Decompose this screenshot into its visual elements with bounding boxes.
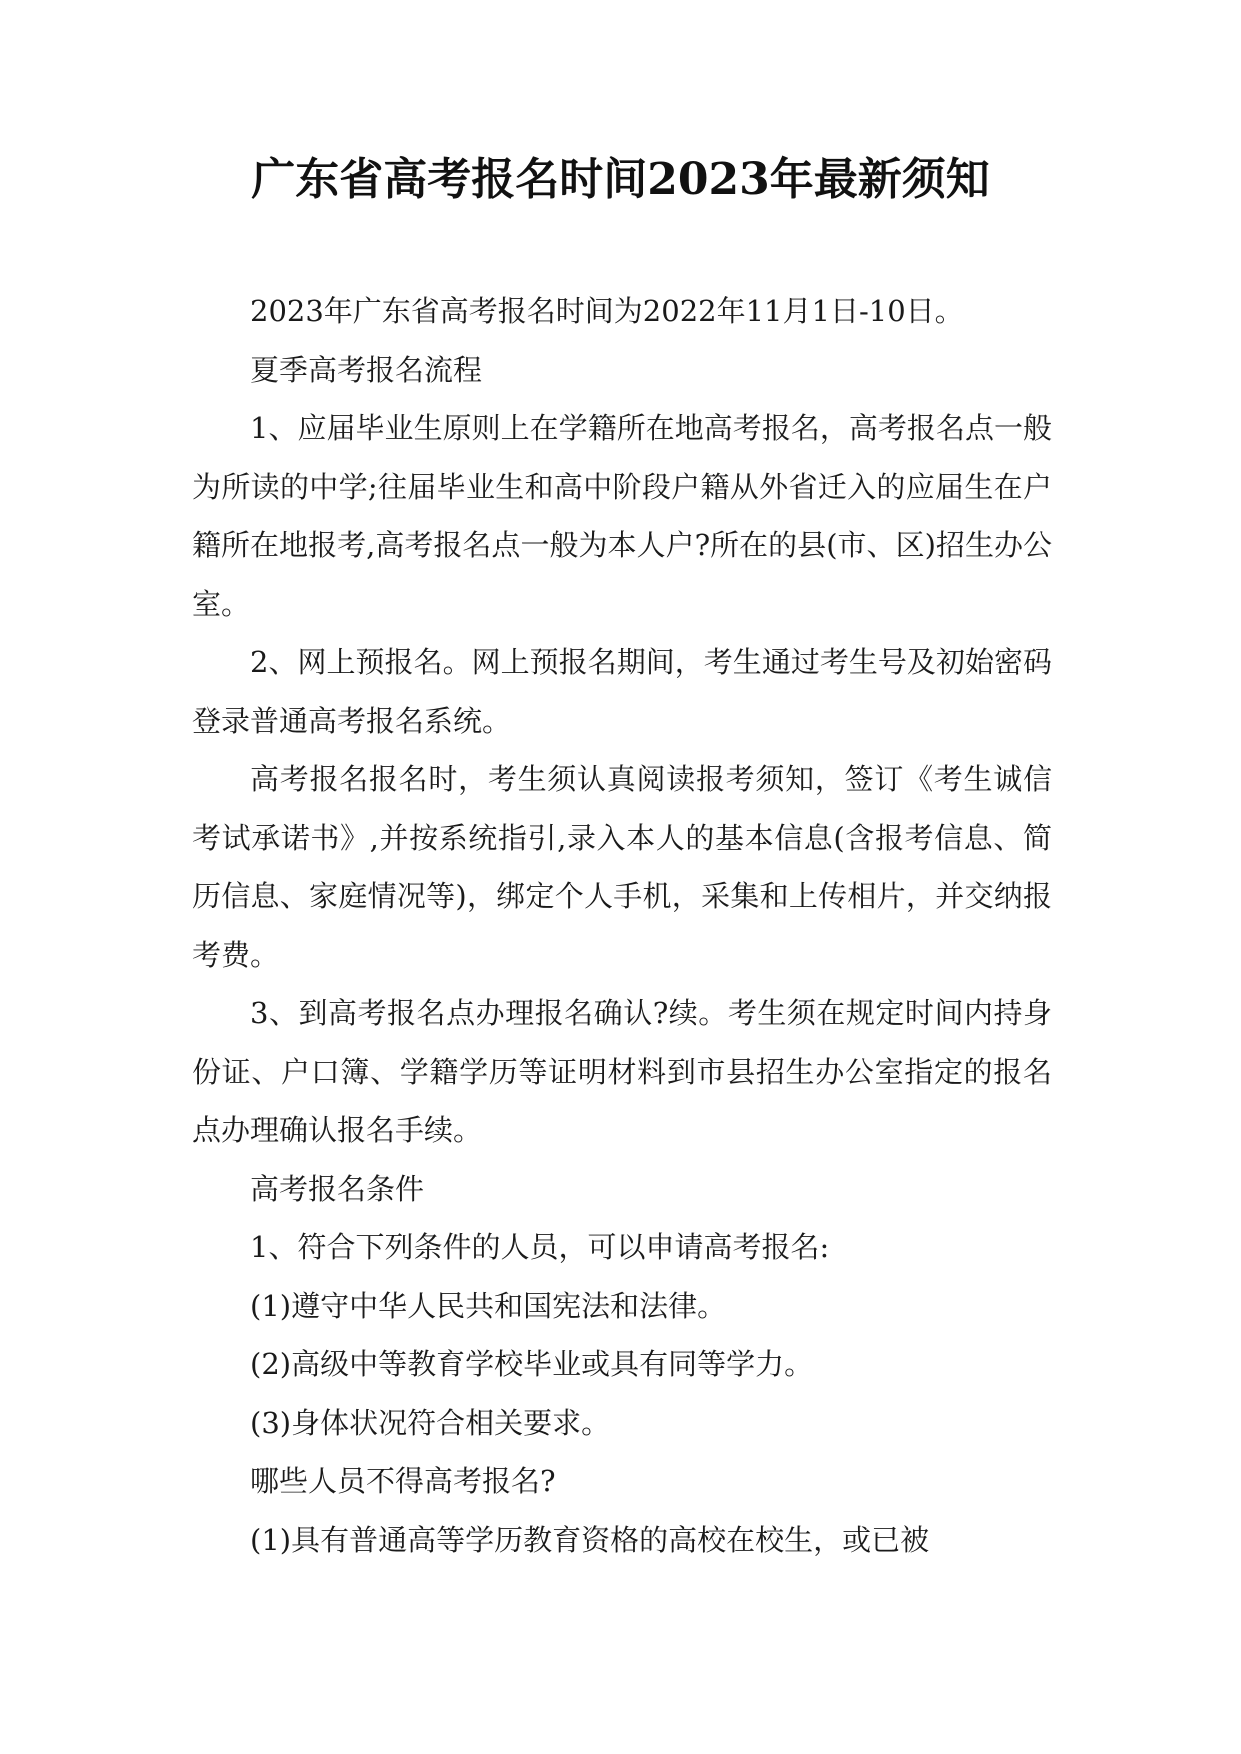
paragraph: 2023年广东省高考报名时间为2022年11月1日-10日。 [250,294,964,328]
paragraph: (3)身体状况符合相关要求。 [250,1405,611,1440]
paragraph: 3、到高考报名点办理报名确认?续。考生须在规定时间内持身份证、户口簿、学籍学历等证明材料到市县招生办公室指定的报名点办理确认报名手续。 [192,996,1052,1147]
paragraph: 高考报名条件 [250,1171,425,1206]
paragraph: 2、网上预报名。网上预报名期间，考生通过考生号及初始密码登录普通高考报名系统。 [192,645,1052,738]
paragraph: 高考报名报名时，考生须认真阅读报考须知，签订《考生诚信考试承诺书》,并按系统指引,录入本人的基本信息(含报考信息、简历信息、家庭情况等)，绑定个人手机，采集和上传相片，并交纳报考费。 [192,762,1052,972]
paragraph: (1)遵守中华人民共和国宪法和法律。 [250,1288,727,1323]
paragraph: 哪些人员不得高考报名? [250,1464,556,1498]
paragraph: 1、应届毕业生原则上在学籍所在地高考报名，高考报名点一般为所读的中学;往届毕业生和高中阶段户籍从外省迁入的应届生在户籍所在地报考,高考报名点一般为本人户?所在的县(市、区)招生办公室。 [192,411,1052,621]
document-title: 广东省高考报名时间2023年最新须知 [251,154,990,205]
paragraph: (2)高级中等教育学校毕业或具有同等学力。 [250,1347,814,1381]
paragraph: 夏季高考报名流程 [250,352,483,387]
paragraph: (1)具有普通高等学历教育资格的高校在校生，或已被 [250,1522,930,1557]
document-body [192,282,1052,1569]
paragraph: 1、符合下列条件的人员，可以申请高考报名: [250,1230,830,1264]
